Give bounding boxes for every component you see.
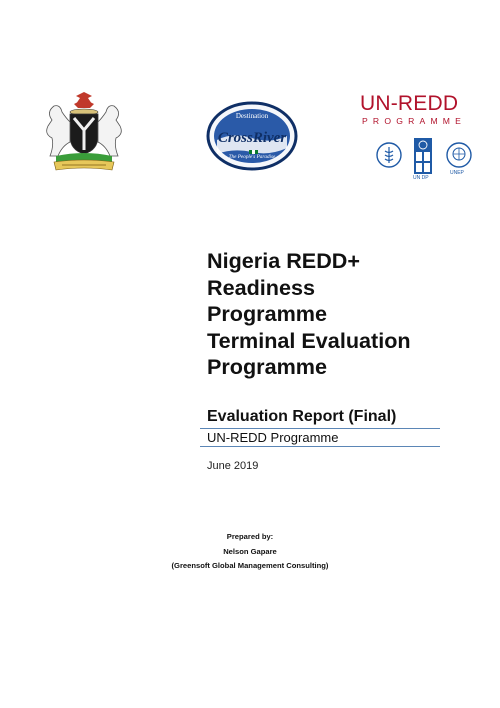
title-rule-top [200, 428, 440, 429]
cross-river-tagline: The People's Paradise [228, 154, 276, 160]
author-name: Nelson Gapare [223, 547, 277, 556]
partner-logos [372, 138, 482, 180]
report-date: June 2019 [207, 460, 259, 472]
report-title [207, 248, 467, 381]
unep-caption: UNEP [450, 170, 464, 176]
prepared-by-label: Prepared by: [226, 532, 274, 541]
undp-logo-icon [414, 138, 432, 174]
report-subtitle: Evaluation Report (Final) [207, 408, 397, 425]
title-line: Programme [207, 301, 328, 327]
cross-river-top-text: Destination [235, 112, 269, 120]
undp-caption: UN DP [413, 175, 429, 181]
title-rule-bottom [200, 446, 440, 447]
report-organization: UN-REDD Programme [207, 430, 339, 445]
unredd-programme-label: PROGRAMME [362, 116, 467, 126]
unep-emblem-icon [446, 142, 472, 168]
unredd-wordmark: UN-REDD [360, 92, 459, 115]
cross-river-word: CrossRiver [217, 130, 287, 146]
cross-river-logo-icon [203, 100, 301, 176]
title-line: Readiness [207, 274, 316, 300]
author-company: (Greensoft Global Management Consulting) [171, 561, 329, 570]
title-line: Nigeria REDD+ [207, 248, 361, 273]
title-line: Programme [207, 354, 328, 380]
title-line: Terminal Evaluation [207, 327, 411, 353]
nigeria-coat-of-arms-icon [36, 90, 132, 176]
fao-emblem-icon [376, 142, 402, 168]
